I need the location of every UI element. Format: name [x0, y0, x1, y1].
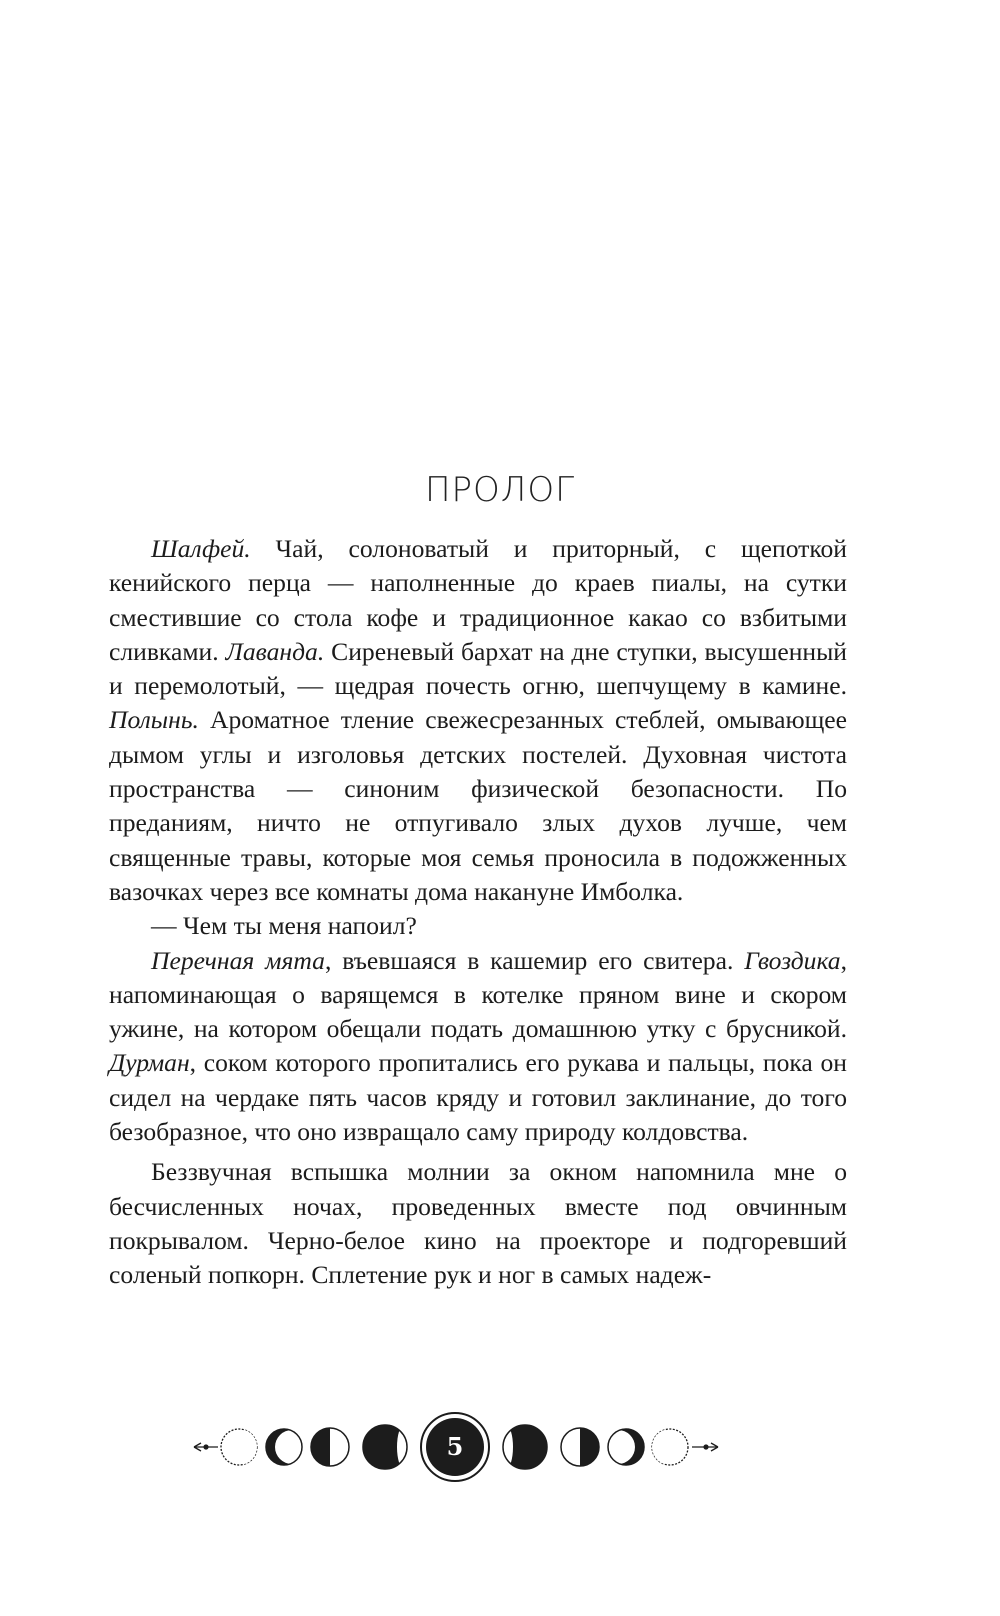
paragraph-1	[109, 532, 847, 909]
paragraph-1-text-c: Ароматное тление свежесрезанных стеблей, омывающее дымом углы и изголовья детских постелей. Духовная чистота пространства — синоним физической безопасности. По преданиям, ничто не отпугивало злых духов лучше, чем священные травы, которые моя семья проносила в подожженных вазочках через все комнаты дома накануне Имболка.	[109, 705, 847, 906]
dialogue-line: — Чем ты меня напоил?	[151, 911, 417, 941]
herb-sage: Шалфей.	[151, 534, 251, 563]
herb-datura: Дурман	[109, 1048, 190, 1078]
herb-peppermint: Перечная мята	[151, 945, 325, 975]
herb-wormwood: Полынь.	[109, 705, 199, 735]
paragraph-1-text-a: Чай, солоноватый и приторный, с щепоткой кенийского перца — наполненные до краев пиалы, на сутки сместившие со стола кофе и традиционное какао со взбитыми сливками.	[109, 534, 847, 666]
paragraph-3-text-b: , напоминающая о варящемся в котелке пряном вине и скором ужине, на котором обещали подать домашнюю утку с брусникой.	[109, 945, 847, 1044]
chapter-body	[109, 532, 847, 1293]
chapter-title: ПРОЛОГ	[424, 470, 576, 510]
herb-clove: Гвоздика	[744, 945, 841, 975]
moon-phase-ornament	[180, 1402, 820, 1492]
paragraph-3-text-c: , соком которого пропитались его рукава и пальцы, пока он сидел на чердаке пять часов кряду и готовил заклинание, до того безобразное, что оно извращало саму природу колдовства.	[109, 1048, 847, 1147]
paragraph-1-text-b: Сиреневый бархат на дне ступки, высушенный и перемолотый, — щедрая почесть огню, шепчущему в камине.	[109, 636, 847, 701]
page-number: 5	[446, 1432, 464, 1461]
paragraph-2-dialogue	[109, 909, 847, 943]
paragraph-4	[109, 1155, 847, 1292]
paragraph-3-text-a: , въевшаяся в кашемир его свитера.	[324, 945, 745, 975]
paragraph-4-text: Беззвучная вспышка молнии за окном напомнила мне о бесчисленных ночах, проведенных вместе под овчинным покрывалом. Черно-белое кино на проекторе и подгоревший соленый попкорн. Сплетение рук и ног в самых надеж-	[109, 1157, 847, 1290]
paragraph-3	[109, 944, 847, 1150]
herb-lavender: Лаванда.	[225, 636, 325, 666]
